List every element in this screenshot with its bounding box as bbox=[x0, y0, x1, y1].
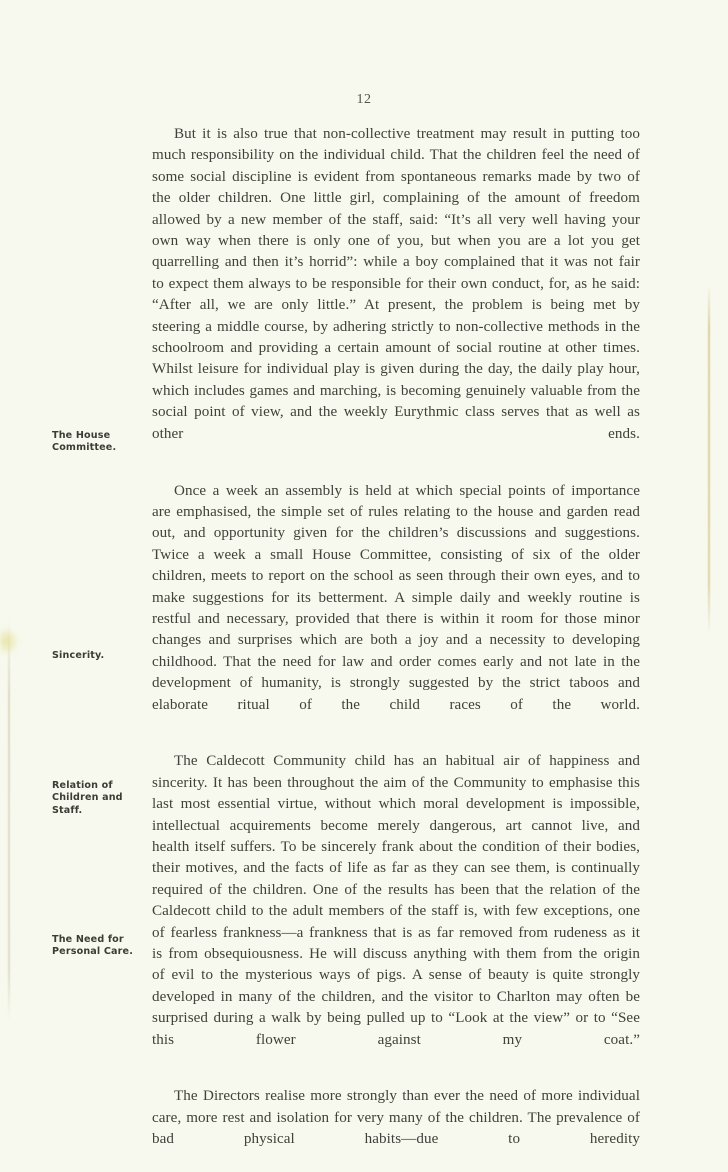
page-edge-artifact-left bbox=[8, 620, 10, 1020]
marginal-note-line: Sincerity. bbox=[52, 650, 105, 661]
page-number: 12 bbox=[356, 92, 372, 107]
paragraph-text: Once a week an assembly is held at which special points of importance are emphasised, the simple set of rules relating to the house and garden read out, and opportunity given for the children’s discussions and suggestions. Twice a week a small House Committee, consisting of six of the older children, meets to report on the school as seen through their own eyes, and to make suggestions for its betterment. A simple daily and weekly routine is restful and necessary, provided that there is within it room for those minor changes and surprises which are both a joy and a necessity to developing childhood. That the need for law and order comes early and not late in the development of humanity, is strongly suggested by the strict taboos and elaborate ritual of the child races of the world. bbox=[152, 482, 640, 713]
paragraph-text: The Directors realise more strongly than ever the need of more individual care, more rest and isolation for very many of the children. The prevalence of bad physical habits—due to heredity bbox=[152, 1088, 640, 1148]
body-text-block bbox=[152, 124, 640, 1172]
marginal-note-line: Committee. bbox=[52, 442, 117, 454]
marginal-note-sincerity bbox=[0, 650, 140, 662]
paragraph-text: But it is also true that non-collective treatment may result in putting too much responsibility on the individual child. That the children feel the need of some social discipline is evident from spontaneous remarks made by two of the older children. One little girl, complaining of the amount of freedom allowed by a new member of the staff, said: “It’s all very well having your own way when there is only one of you, but when you are a lot you get quarrelling and then it’s horrid”: while a boy complained that it was not fair to expect them always to be responsible for their own conduct, for, as he said: “After all, we are only little.” At present, the problem is being met by steering a middle course, by adhering strictly to non-collective methods in the schoolroom and providing a certain amount of social routine at other times. Whilst leisure for individual play is given during the day, the daily play hour, which includes games and marching, is becoming genuinely valuable from the social point of view, and the weekly Eurythmic class serves that as well as other ends. bbox=[152, 126, 640, 442]
marginal-note-line: The Need for bbox=[52, 934, 124, 945]
marginal-note-line: Relation of bbox=[52, 780, 113, 791]
marginal-note-line: Children and bbox=[52, 792, 123, 804]
paragraph-personal-care bbox=[152, 1086, 640, 1172]
marginal-note-line: The House bbox=[52, 430, 111, 441]
marginal-note-line: Personal Care. bbox=[52, 946, 134, 958]
marginal-note-the-need-for-personal-care bbox=[0, 934, 140, 959]
paragraph-sincerity bbox=[152, 751, 640, 1072]
paragraph-house-committee bbox=[152, 481, 640, 738]
marginal-note-relation-of-children-and-staff bbox=[0, 780, 140, 817]
marginal-note-the-house-committee bbox=[0, 430, 140, 455]
marginal-note-line: Staff. bbox=[52, 804, 83, 816]
page-edge-artifact-right bbox=[708, 285, 710, 635]
paragraph-non-collective-treatment bbox=[152, 124, 640, 467]
paragraph-text: The Caldecott Community child has an habitual air of happiness and sincerity. It has been throughout the aim of the Community to emphasise this last most essential virtue, without which moral development is impossible, intellectual acquirements become merely dangerous, art cannot live, and health itself suffers. To be sincerely frank about the condition of their bodies, their motives, and the facts of life as far as they can see them, is continually required of the children. One of the results has been that the relation of the Caldecott child to the adult members of the staff is, with few exceptions, one of fearless frankness—a frankness that is as far removed from rudeness as it is from obsequiousness. He will discuss anything with them from the origin of evil to the mysterious ways of pigs. A sense of beauty is quite strongly developed in many of the children, and the visitor to Charlton may often be surprised during a walk by being pulled up to “Look at the view” or to “See this flower against my coat.” bbox=[152, 753, 640, 1048]
